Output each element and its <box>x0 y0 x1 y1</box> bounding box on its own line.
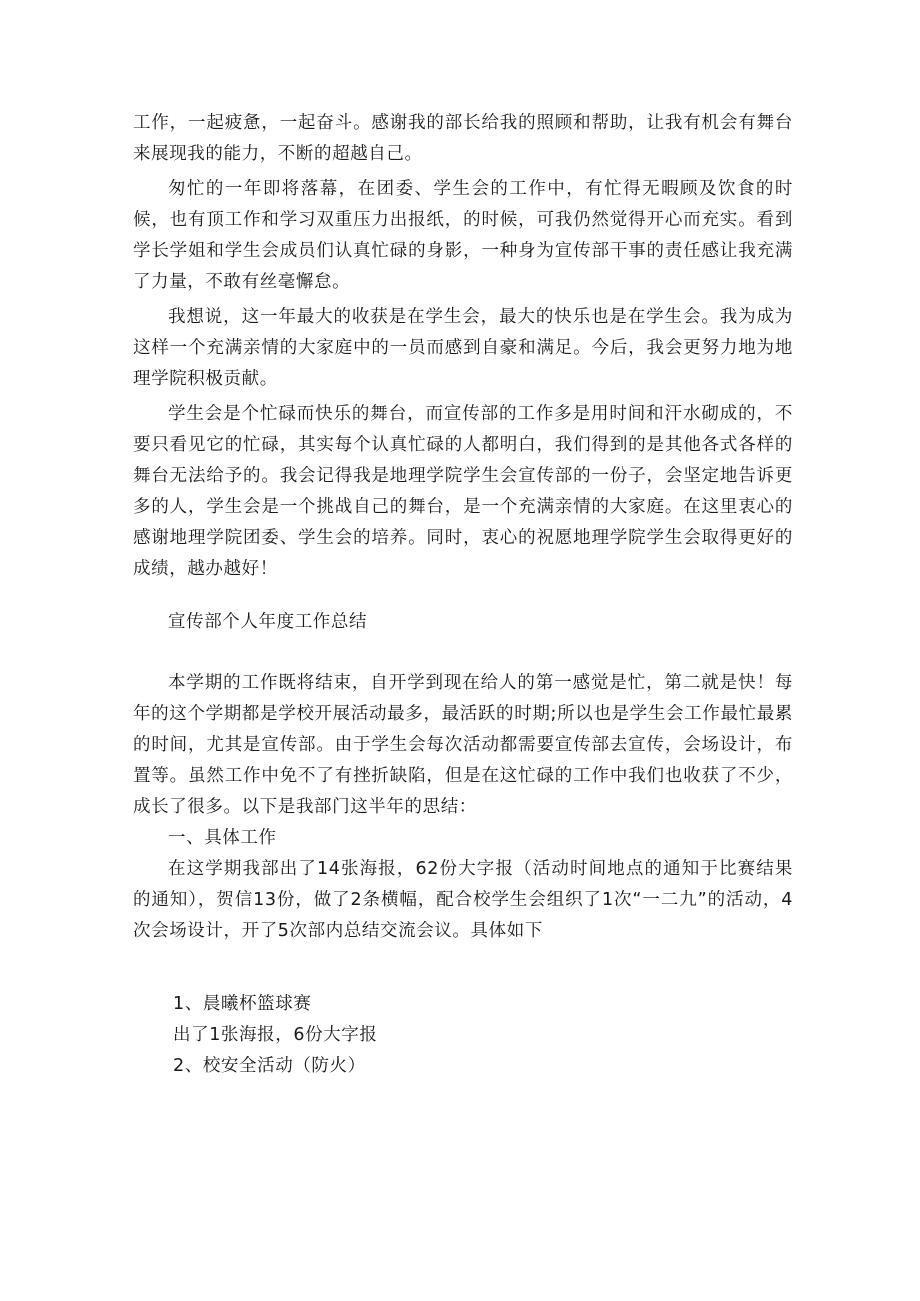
document-body <box>133 108 793 1082</box>
paragraph-6: 在这学期我部出了14张海报，62份大字报（活动时间地点的通知于比赛结果的通知），贺信13份，做了2条横幅，配合校学生会组织了1次“一二九”的活动，4次会场设计，开了5次部内总结交流会议。具体如下 <box>133 859 793 941</box>
section-title: 宣传部个人年度工作总结 <box>168 612 368 632</box>
list-item-1: 1、晨曦杯篮球赛 <box>173 994 312 1014</box>
list-item-1-detail: 出了1张海报，6份大字报 <box>173 1025 378 1045</box>
paragraph-1: 工作，一起疲惫，一起奋斗。感谢我的部长给我的照顾和帮助，让我有机会有舞台来展现我的能力，不断的超越自己。 <box>133 113 793 164</box>
list-item-2: 2、校安全活动（防火） <box>173 1056 366 1076</box>
heading-specific-work: 一、具体工作 <box>168 828 277 848</box>
paragraph-4: 学生会是个忙碌而快乐的舞台，而宣传部的工作多是用时间和汗水砌成的，不要只看见它的忙碌，其实每个认真忙碌的人都明白，我们得到的是其他各式各样的舞台无法给予的。我会记得我是地理学院学生会宣传部的一份子，会坚定地告诉更多的人，学生会是一个挑战自己的舞台，是一个充满亲情的大家庭。在这里衷心的感谢地理学院团委、学生会的培养。同时，衷心的祝愿地理学院学生会取得更好的成绩，越办越好！ <box>133 404 793 579</box>
paragraph-3: 我想说，这一年最大的收获是在学生会，最大的快乐也是在学生会。我为成为这样一个充满亲情的大家庭中的一员而感到自豪和满足。今后，我会更努力地为地理学院积极贡献。 <box>133 307 793 389</box>
paragraph-5: 本学期的工作既将结束，自开学到现在给人的第一感觉是忙，第二就是快！每年的这个学期都是学校开展活动最多，最活跃的时期;所以也是学生会工作最忙最累的时间，尤其是宣传部。由于学生会每次活动都需要宣传部去宣传，会场设计，布置等。虽然工作中免不了有挫折缺陷，但是在这忙碌的工作中我们也收获了不少，成长了很多。以下是我部门这半年的思结： <box>133 673 793 817</box>
paragraph-2: 匆忙的一年即将落幕，在团委、学生会的工作中，有忙得无暇顾及饮食的时候，也有顶工作和学习双重压力出报纸，的时候，可我仍然觉得开心而充实。看到学长学姐和学生会成员们认真忙碌的身影，一种身为宣传部干事的责任感让我充满了力量，不敢有丝毫懈怠。 <box>133 179 793 292</box>
